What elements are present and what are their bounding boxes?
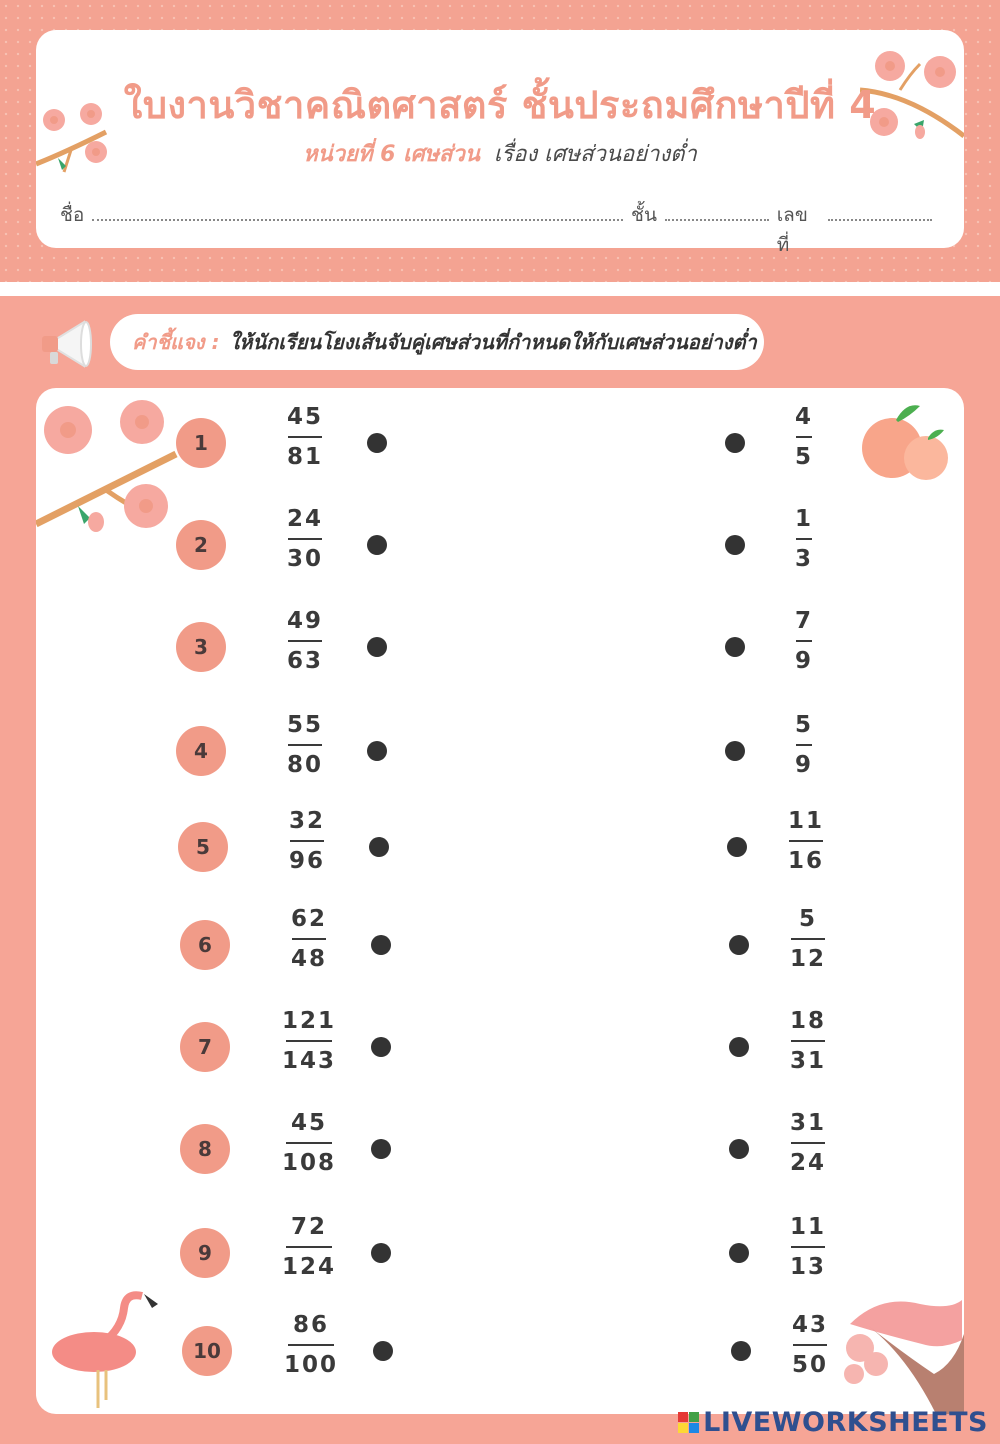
- matching-row: [36, 900, 964, 990]
- page-subtitle: [36, 136, 964, 171]
- given-fraction: [270, 506, 340, 572]
- question-number-badge: 8: [180, 1124, 230, 1174]
- simplest-fraction: [769, 712, 839, 778]
- unit-label: หน่วยที่ 6 เศษส่วน: [303, 142, 480, 167]
- right-connection-dot[interactable]: [725, 741, 745, 761]
- fraction-bar: [791, 1246, 825, 1248]
- fraction-denominator: 143: [281, 1048, 336, 1074]
- class-label: ชั้น: [631, 204, 657, 226]
- fraction-denominator: 16: [787, 848, 824, 874]
- given-fraction: [274, 1008, 344, 1074]
- question-number-badge: 6: [180, 920, 230, 970]
- fraction-numerator: 5: [798, 906, 817, 932]
- right-connection-dot[interactable]: [725, 433, 745, 453]
- fraction-numerator: 18: [789, 1008, 826, 1034]
- fraction-numerator: 7: [794, 608, 813, 634]
- fraction-numerator: 11: [789, 1214, 826, 1240]
- number-field[interactable]: [828, 205, 932, 221]
- fraction-denominator: 9: [794, 752, 813, 778]
- simplest-fraction: [771, 808, 841, 874]
- fraction-bar: [288, 1344, 334, 1346]
- fraction-bar: [288, 640, 322, 642]
- left-connection-dot[interactable]: [373, 1341, 393, 1361]
- fraction-bar: [796, 640, 812, 642]
- right-connection-dot[interactable]: [731, 1341, 751, 1361]
- page-title: ใบงานวิชาคณิตศาสตร์ ชั้นประถมศึกษาปีที่ 4: [123, 83, 877, 127]
- fraction-denominator: 81: [286, 444, 323, 470]
- simplest-fraction: [775, 1312, 845, 1378]
- fraction-bar: [288, 538, 322, 540]
- right-connection-dot[interactable]: [729, 935, 749, 955]
- left-connection-dot[interactable]: [367, 433, 387, 453]
- fraction-denominator: 3: [794, 546, 813, 572]
- fraction-numerator: 72: [290, 1214, 327, 1240]
- fraction-bar: [796, 744, 812, 746]
- fraction-denominator: 12: [789, 946, 826, 972]
- given-fraction: [274, 906, 344, 972]
- left-connection-dot[interactable]: [371, 935, 391, 955]
- topic-label: เรื่อง เศษส่วนอย่างต่ำ: [493, 142, 697, 167]
- matching-row: [36, 802, 964, 892]
- fraction-bar: [791, 938, 825, 940]
- left-connection-dot[interactable]: [369, 837, 389, 857]
- fraction-denominator: 30: [286, 546, 323, 572]
- matching-row: [36, 602, 964, 692]
- matching-row: [36, 1208, 964, 1298]
- matching-row: [36, 1002, 964, 1092]
- left-connection-dot[interactable]: [367, 741, 387, 761]
- fraction-numerator: 55: [286, 712, 323, 738]
- fraction-denominator: 48: [290, 946, 327, 972]
- right-connection-dot[interactable]: [727, 837, 747, 857]
- simplest-fraction: [773, 1008, 843, 1074]
- liveworksheets-watermark: [678, 1407, 988, 1438]
- fraction-bar: [290, 840, 324, 842]
- fraction-bar: [789, 840, 823, 842]
- question-number-badge: 3: [176, 622, 226, 672]
- fraction-denominator: 50: [791, 1352, 828, 1378]
- fraction-denominator: 31: [789, 1048, 826, 1074]
- number-label: เลขที่: [776, 204, 808, 256]
- fraction-bar: [796, 436, 812, 438]
- fraction-bar: [791, 1142, 825, 1144]
- fraction-bar: [288, 436, 322, 438]
- fraction-numerator: 86: [292, 1312, 329, 1338]
- left-connection-dot[interactable]: [371, 1037, 391, 1057]
- fraction-denominator: 13: [789, 1254, 826, 1280]
- fraction-numerator: 24: [286, 506, 323, 532]
- given-fraction: [270, 404, 340, 470]
- matching-row: [36, 1104, 964, 1194]
- student-info-line: [60, 200, 940, 260]
- fraction-numerator: 45: [286, 404, 323, 430]
- matching-row: [36, 398, 964, 488]
- fraction-numerator: 43: [791, 1312, 828, 1338]
- fraction-numerator: 62: [290, 906, 327, 932]
- class-field[interactable]: [665, 205, 769, 221]
- right-connection-dot[interactable]: [729, 1243, 749, 1263]
- fraction-bar: [288, 744, 322, 746]
- fraction-bar: [292, 938, 326, 940]
- fraction-denominator: 100: [283, 1352, 338, 1378]
- question-number-badge: 4: [176, 726, 226, 776]
- left-connection-dot[interactable]: [367, 535, 387, 555]
- fraction-numerator: 11: [787, 808, 824, 834]
- fraction-bar: [286, 1246, 332, 1248]
- given-fraction: [270, 712, 340, 778]
- matching-row: [36, 706, 964, 796]
- given-fraction: [274, 1214, 344, 1280]
- left-connection-dot[interactable]: [371, 1243, 391, 1263]
- fraction-bar: [286, 1040, 332, 1042]
- header-card: [36, 30, 964, 256]
- given-fraction: [270, 608, 340, 674]
- fraction-numerator: 45: [290, 1110, 327, 1136]
- fraction-denominator: 96: [288, 848, 325, 874]
- section-divider: [0, 282, 1000, 296]
- name-field[interactable]: [92, 205, 623, 221]
- fraction-bar: [791, 1040, 825, 1042]
- question-number-badge: 7: [180, 1022, 230, 1072]
- left-connection-dot[interactable]: [371, 1139, 391, 1159]
- simplest-fraction: [773, 1110, 843, 1176]
- right-connection-dot[interactable]: [725, 637, 745, 657]
- question-number-badge: 10: [182, 1326, 232, 1376]
- fraction-numerator: 1: [794, 506, 813, 532]
- fraction-denominator: 124: [281, 1254, 336, 1280]
- simplest-fraction: [769, 506, 839, 572]
- fraction-numerator: 121: [281, 1008, 336, 1034]
- fraction-numerator: 5: [794, 712, 813, 738]
- question-number-badge: 5: [178, 822, 228, 872]
- fraction-numerator: 4: [794, 404, 813, 430]
- instruction-text: ให้นักเรียนโยงเส้นจับคู่เศษส่วนที่กำหนดให้กับเศษส่วนอย่างต่ำ: [229, 330, 757, 354]
- matching-row: [36, 1306, 964, 1396]
- fraction-bar: [796, 538, 812, 540]
- fraction-numerator: 49: [286, 608, 323, 634]
- given-fraction: [276, 1312, 346, 1378]
- fraction-denominator: 63: [286, 648, 323, 674]
- right-connection-dot[interactable]: [729, 1037, 749, 1057]
- liveworksheets-logo-icon: [678, 1412, 699, 1433]
- instruction-box: [110, 314, 764, 370]
- fraction-denominator: 80: [286, 752, 323, 778]
- fraction-denominator: 5: [794, 444, 813, 470]
- fraction-numerator: 31: [789, 1110, 826, 1136]
- given-fraction: [274, 1110, 344, 1176]
- watermark-text: LIVEWORKSHEETS: [703, 1407, 988, 1438]
- simplest-fraction: [773, 1214, 843, 1280]
- matching-row: [36, 500, 964, 590]
- fraction-denominator: 9: [794, 648, 813, 674]
- right-connection-dot[interactable]: [725, 535, 745, 555]
- given-fraction: [272, 808, 342, 874]
- question-number-badge: 9: [180, 1228, 230, 1278]
- left-connection-dot[interactable]: [367, 637, 387, 657]
- megaphone-icon: [38, 318, 98, 370]
- fraction-denominator: 108: [281, 1150, 336, 1176]
- fraction-denominator: 24: [789, 1150, 826, 1176]
- fraction-bar: [793, 1344, 827, 1346]
- fraction-bar: [286, 1142, 332, 1144]
- simplest-fraction: [773, 906, 843, 972]
- simplest-fraction: [769, 404, 839, 470]
- instruction-label: คำชี้แจง :: [132, 330, 220, 354]
- simplest-fraction: [769, 608, 839, 674]
- question-number-badge: 1: [176, 418, 226, 468]
- name-label: ชื่อ: [60, 204, 85, 226]
- fraction-numerator: 32: [288, 808, 325, 834]
- right-connection-dot[interactable]: [729, 1139, 749, 1159]
- worksheet-card: [36, 388, 964, 1414]
- question-number-badge: 2: [176, 520, 226, 570]
